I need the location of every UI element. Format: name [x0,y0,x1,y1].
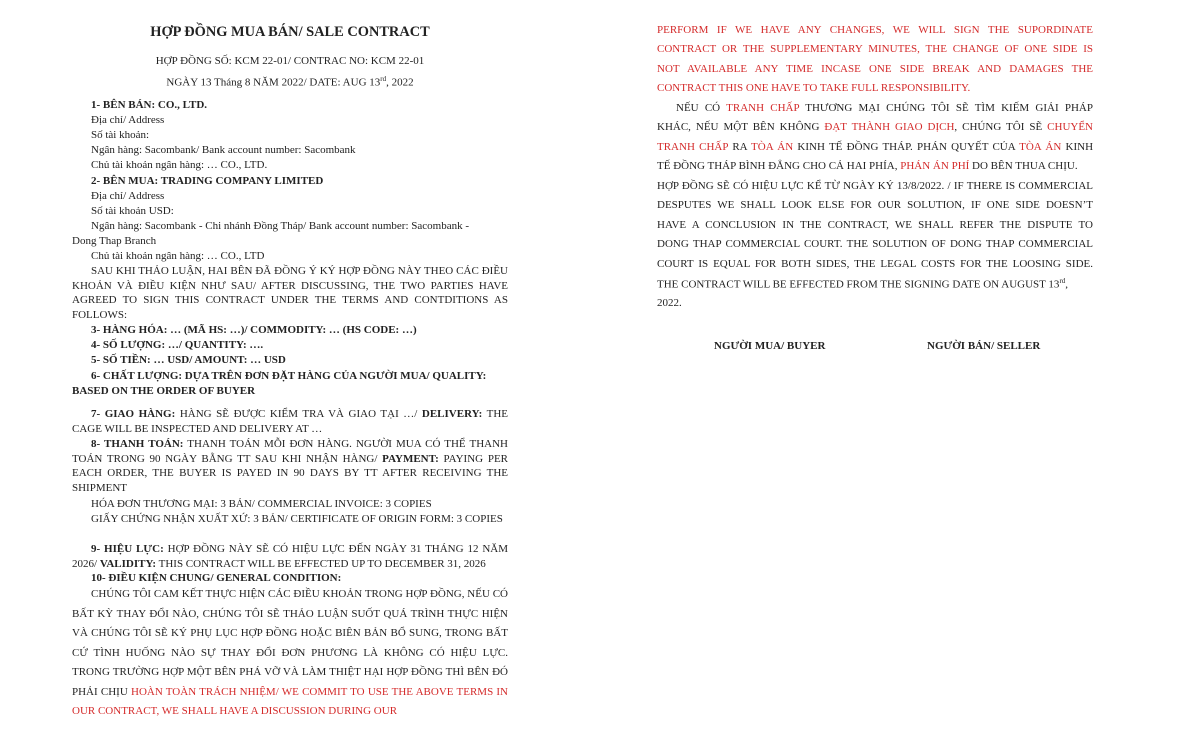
seller-signature-label: NGƯỜI BÁN/ SELLER [927,340,1041,352]
buyer-account: Số tài khoản USD: [91,205,174,217]
payment-clause: 8- THANH TOÁN: THANH TOÁN MỖI ĐƠN HÀNG. NGƯỜI MUA CÓ THỂ THANH TOÁN TRONG 90 NGÀY BẰNG TT SAU KHI NHẬN HÀNG/ PAYMENT: PAYING PER EACH ORDER, THE BUYER IS PAYED IN 90 DAYS BY TT AFTER RECEIVING THE SHIPMENT [72,438,508,494]
red-line-2: CONTRACT OR THE SUPPLEMENTARY MINUTES, THE CHANGE OF ONE SIDE IS [657,43,1093,55]
buyer-bank-line-2: Dong Thap Branch [72,235,157,247]
buyer-signature-label: NGƯỜI MUA/ BUYER [714,340,826,352]
dispute-line-3: TRANH CHẤP RA TÒA ÁN KINH TẾ ĐỒNG THÁP. PHÁN QUYẾT CỦA TÒA ÁN KINH [657,141,1094,153]
red-line-4: CONTRACT THIS ONE HAVE TO TAKE FULL RESPONSIBILITY. [657,82,971,94]
buyer-bank-line-1: Ngân hàng: Sacombank - Chi nhánh Đồng Tháp/ Bank account number: Sacombank - [91,220,469,232]
seller-holder: Chủ tài khoản ngân hàng: … CO., LTD. [91,159,268,171]
effect-line-5: COURT IS EQUAL FOR BOTH SIDES, THE LEGAL COSTS FOR THE LOOSING SIDE. [657,258,1093,270]
effect-line-6: THE CONTRACT WILL BE EFFECTED FROM THE SIGNING DATE ON AUGUST 13rd, [657,277,1069,291]
commodity-clause: 3- HÀNG HÓA: … (MÃ HS: …)/ COMMODITY: … (HS CODE: …) [91,324,417,336]
buyer-address: Địa chỉ/ Address [91,190,165,202]
quality-clause: 6- CHẤT LƯỢNG: DỰA TRÊN ĐƠN ĐẶT HÀNG CỦA NGƯỜI MUA/ QUALITY: BASED ON THE ORDER OF BUYER [72,370,487,397]
amount-clause: 5- SỐ TIỀN: … USD/ AMOUNT: … USD [91,354,286,366]
general-condition-text: CHÚNG TÔI CAM KẾT THỰC HIỆN CÁC ĐIỀU KHOẢN TRONG HỢP ĐỒNG, NẾU CÓ BẤT KỲ THAY ĐỔI NÀO, CHÚNG TÔI SẼ THẢO LUẬN SUỐT QUÁ TRÌNH THỰC HIỆN VÀ CHÚNG TÔI SẼ KÝ PHỤ LỤC HỢP ĐỒNG HOẶC BIÊN BẢN BỔ SUNG, TRONG BẤT CỨ TÌNH HUỐNG NÀO SỰ THAY ĐỔI ĐƠN PHƯƠNG LÀ KHÔNG CÓ HIỆU LỰC. TRONG TRƯỜNG HỢP MỘT BÊN PHÁ VỠ VÀ LÀM THIỆT HẠI HỢP ĐỒNG THÌ BÊN ĐÓ PHẢI CHỊU HOÀN TOÀN TRÁCH NHIỆM/ WE COMMIT TO USE THE ABOVE TERMS IN OUR CONTRACT, WE SHALL HAVE A DISCUSSION DURING OUR [72,588,509,717]
validity-clause: 9- HIỆU LỰC: HỢP ĐỒNG NÀY SẼ CÓ HIỆU LỰC ĐẾN NGÀY 31 THÁNG 12 NĂM 2026/ VALIDITY: THIS CONTRACT WILL BE EFFECTED UP TO DECEMBER 31, 2026 [72,543,509,570]
effect-line-4: DONG THAP COMMERCIAL COURT. THE SOLUTION OF DONG THAP COMMERCIAL [657,238,1093,250]
seller-bank: Ngân hàng: Sacombank/ Bank account number: Sacombank [91,144,356,156]
dispute-line-4: TẾ ĐỒNG THÁP BÌNH ĐẲNG CHO CẢ HAI PHÍA, PHÁN ÁN PHÍ DO BÊN THUA CHỊU. [657,160,1078,172]
effect-line-3: HAVE A CONCLUSION IN THE CONTRACT, WE SHALL REFER THE DISPUTE TO [657,219,1093,231]
delivery-clause: 7- GIAO HÀNG: HÀNG SẼ ĐƯỢC KIỂM TRA VÀ GIAO TẠI …/ DELIVERY: THE CAGE WILL BE INSPECTED AND DELIVERY AT … [72,408,508,435]
buyer-holder: Chủ tài khoản ngân hàng: … CO., LTD [91,250,265,262]
contract-title: HỢP ĐỒNG MUA BÁN/ SALE CONTRACT [150,24,430,40]
invoice-line: HÓA ĐƠN THƯƠNG MẠI: 3 BẢN/ COMMERCIAL INVOICE: 3 COPIES [91,498,432,510]
dispute-line-1: NẾU CÓ TRANH CHẤP THƯƠNG MẠI CHÚNG TÔI SẼ TÌM KIẾM GIẢI PHÁP [676,102,1093,114]
effect-line-1: HỢP ĐỒNG SẼ CÓ HIỆU LỰC KỂ TỪ NGÀY KÝ 13/8/2022. / IF THERE IS COMMERCIAL [657,180,1093,192]
effect-line-7: 2022. [657,297,682,309]
red-line-3: NOT AVAILABLE ANY TIME INCASE ONE SIDE BREAK AND DAMAGES THE [657,63,1093,75]
red-line-1: PERFORM IF WE HAVE ANY CHANGES, WE WILL SIGN THE SUPORDINATE [657,24,1093,36]
general-condition-red: HOÀN TOÀN TRÁCH NHIỆM/ WE COMMIT TO USE THE ABOVE TERMS IN OUR CONTRACT, WE SHALL HAVE A DISCUSSION DURING OUR [72,685,509,717]
contract-number: HỢP ĐỒNG SỐ: KCM 22-01/ CONTRAC NO: KCM 22-01 [155,55,425,67]
seller-heading: 1- BÊN BÁN: CO., LTD. [91,99,208,111]
seller-account: Số tài khoản: [91,129,150,141]
buyer-heading: 2- BÊN MUA: TRADING COMPANY LIMITED [91,175,324,187]
dispute-line-2: KHÁC, NẾU MỘT BÊN KHÔNG ĐẠT THÀNH GIAO DỊCH, CHÚNG TÔI SẼ CHUYỂN [657,121,1094,133]
quantity-clause: 4- SỐ LƯỢNG: …/ QUANTITY: …. [91,339,264,351]
seller-address: Địa chỉ/ Address [91,114,165,126]
origin-line: GIẤY CHỨNG NHẬN XUẤT XỨ: 3 BẢN/ CERTIFICATE OF ORIGIN FORM: 3 COPIES [91,513,503,525]
effect-line-2: DESPUTES WE SHALL LOOK ELSE FOR OUR SOLUTION, IF ONE SIDE DOESN’T [657,199,1093,211]
general-condition-heading: 10- ĐIỀU KIỆN CHUNG/ GENERAL CONDITION: [91,572,342,584]
contract-date: NGÀY 13 Tháng 8 NĂM 2022/ DATE: AUG 13rd, 2022 [166,75,414,89]
agreement-paragraph: SAU KHI THẢO LUẬN, HAI BÊN ĐÃ ĐỒNG Ý KÝ HỢP ĐỒNG NÀY THEO CÁC ĐIỀU KHOẢN VÀ ĐIỀU KIỆN NHƯ SAU/ AFTER DISCUSSING, THE TWO PARTIES HAVE AGREED TO SIGN THIS CONTRACT UNDER THE TERMS AND CONTDITIONS AS FOLLOWS: [72,265,508,321]
